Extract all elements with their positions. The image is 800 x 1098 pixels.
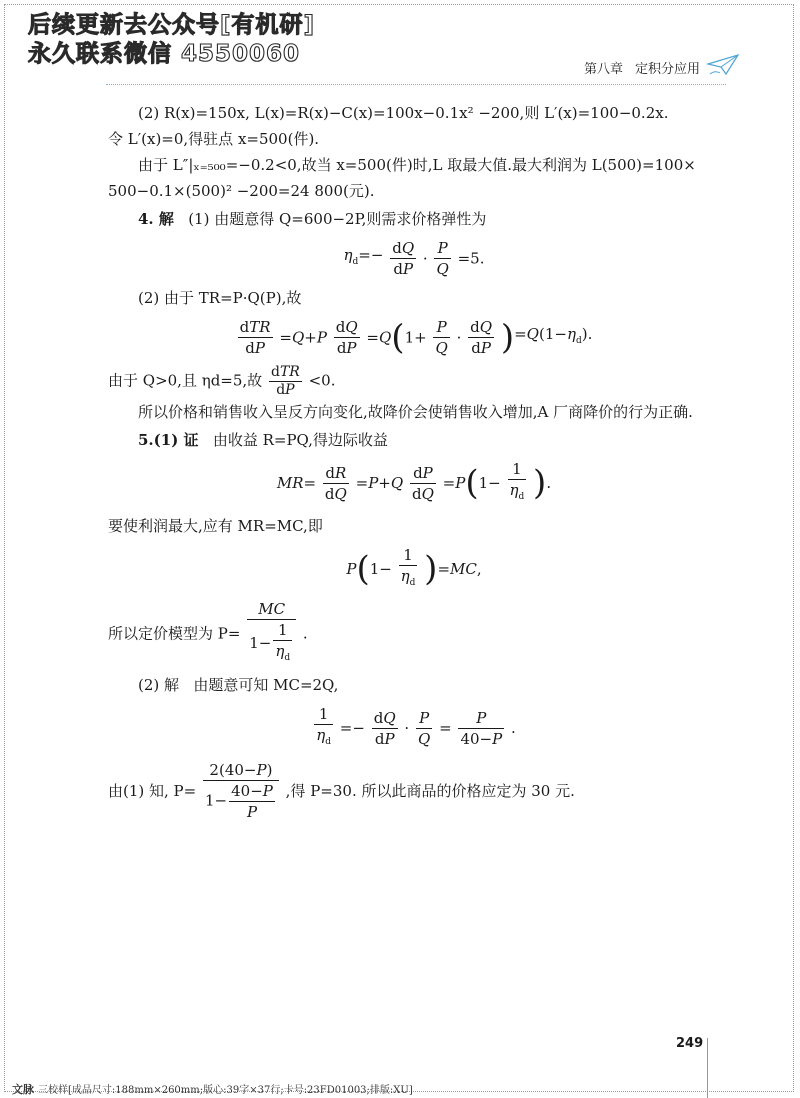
s2-line-a: (2) R(x)=150x, L(x)=R(x)−C(x)=100x−0.1x² −200,则 L′(x)=100−0.2x. bbox=[138, 104, 669, 122]
q4-intro bbox=[108, 206, 720, 232]
final-price-fraction: 2(40−P) 1− $\frac{40-P}{P}$ bbox=[203, 760, 279, 822]
q5-part2-label: (2) 解 bbox=[138, 676, 180, 694]
q5-final bbox=[108, 760, 720, 822]
q5-intro bbox=[108, 427, 720, 453]
q5-part2 bbox=[108, 672, 720, 698]
q5-part2-text: 由题意可知 MC=2Q, bbox=[193, 676, 339, 694]
equation-mr-mc: P(1− $\frac{1}{\eta_d}$ )=MC, bbox=[346, 546, 482, 589]
q5-model: 所以定价模型为 P= MC 1− $\frac{1}{\eta_d}$ . bbox=[108, 599, 720, 668]
chapter-label: 第八章 bbox=[583, 62, 623, 77]
equation-elasticity: $\eta_d=-$ $\frac{dQ}{dP}$ · $\frac{P}{Q}$ =5. bbox=[343, 239, 485, 278]
section-label: 定积分应用 bbox=[634, 62, 700, 77]
footer-brand: 文脉 bbox=[12, 1083, 34, 1096]
q4-since-text: 由于 Q>0,且 ηd=5,故 bbox=[108, 371, 263, 390]
proof-footer bbox=[12, 1081, 413, 1097]
running-header bbox=[584, 58, 700, 77]
page-number: 249 bbox=[676, 1036, 704, 1051]
watermark-line-1: 后续更新去公众号[有机研] bbox=[28, 12, 316, 38]
equation-elasticity-2: $\frac{1}{\eta_d}$ =− $\frac{dQ}{dP}$ · $\frac{P}{Q}$ = $\frac{P}{40-P}$ . bbox=[316, 705, 516, 748]
paper-plane-icon bbox=[706, 52, 740, 78]
s2-line-c: 由于 L″|ₓ₌₅₀₀=−0.2<0,故当 x=500(件)时,L 取最大值.最大利润为 L(500)=100× bbox=[138, 156, 696, 174]
q4-label: 4. 解 bbox=[138, 210, 174, 228]
header-rule bbox=[106, 84, 726, 85]
solution-content bbox=[108, 100, 720, 822]
dtr-fraction: $\frac{\text{dTR}}{dP}$ bbox=[270, 364, 300, 398]
equation-mr: MR= $\frac{dR}{dQ}$ =P+Q $\frac{dP}{dQ}$ =P(1− $\frac{1}{\eta_d}$ ). bbox=[276, 460, 552, 503]
q4-conclusion: 所以价格和销售收入呈反方向变化,故降价会使销售收入增加,A 厂商降价的行为正确. bbox=[138, 403, 693, 421]
q5-final-b: ,得 P=30. 所以此商品的价格应定为 30 元. bbox=[285, 782, 575, 800]
q5-label: 5.(1) 证 bbox=[138, 431, 199, 449]
s2-line-d: 500−0.1×(500)² −200=24 800(元). bbox=[108, 182, 375, 200]
watermark-line-2: 永久联系微信 4550060 bbox=[28, 41, 301, 67]
equation-dtr: $\frac{\text{dTR}}{dP}$ =Q+P $\frac{dQ}{dP}$ =Q(1+ $\frac{P}{Q}$ · $\frac{dQ}{dP}$ )$=Q(1-\eta_d)$. bbox=[239, 317, 593, 358]
q5-condition: 要使利润最大,应有 MR=MC,即 bbox=[108, 517, 323, 535]
s2-line-b: 令 L′(x)=0,得驻点 x=500(件). bbox=[108, 130, 320, 148]
q5-final-a: 由(1) 知, P= bbox=[108, 782, 197, 800]
q4-since-end: <0. bbox=[308, 371, 336, 390]
q5-text: 由收益 R=PQ,得边际收益 bbox=[212, 431, 388, 449]
pricing-model-fraction: MC 1− $\frac{1}{\eta_d}$ bbox=[247, 599, 296, 668]
footer-specs: 三校样[成品尺寸:188mm×260mm;版心:39字×37行;卡号:23FD01003;排版:XU] bbox=[38, 1085, 413, 1096]
q4-part2: (2) 由于 TR=P·Q(P),故 bbox=[138, 289, 302, 307]
q5-model-text: 所以定价模型为 P= bbox=[108, 624, 241, 643]
page-number-rule bbox=[707, 1038, 708, 1098]
q4-since bbox=[108, 364, 720, 399]
q4-text: (1) 由题意得 Q=600−2P,则需求价格弹性为 bbox=[188, 210, 487, 228]
